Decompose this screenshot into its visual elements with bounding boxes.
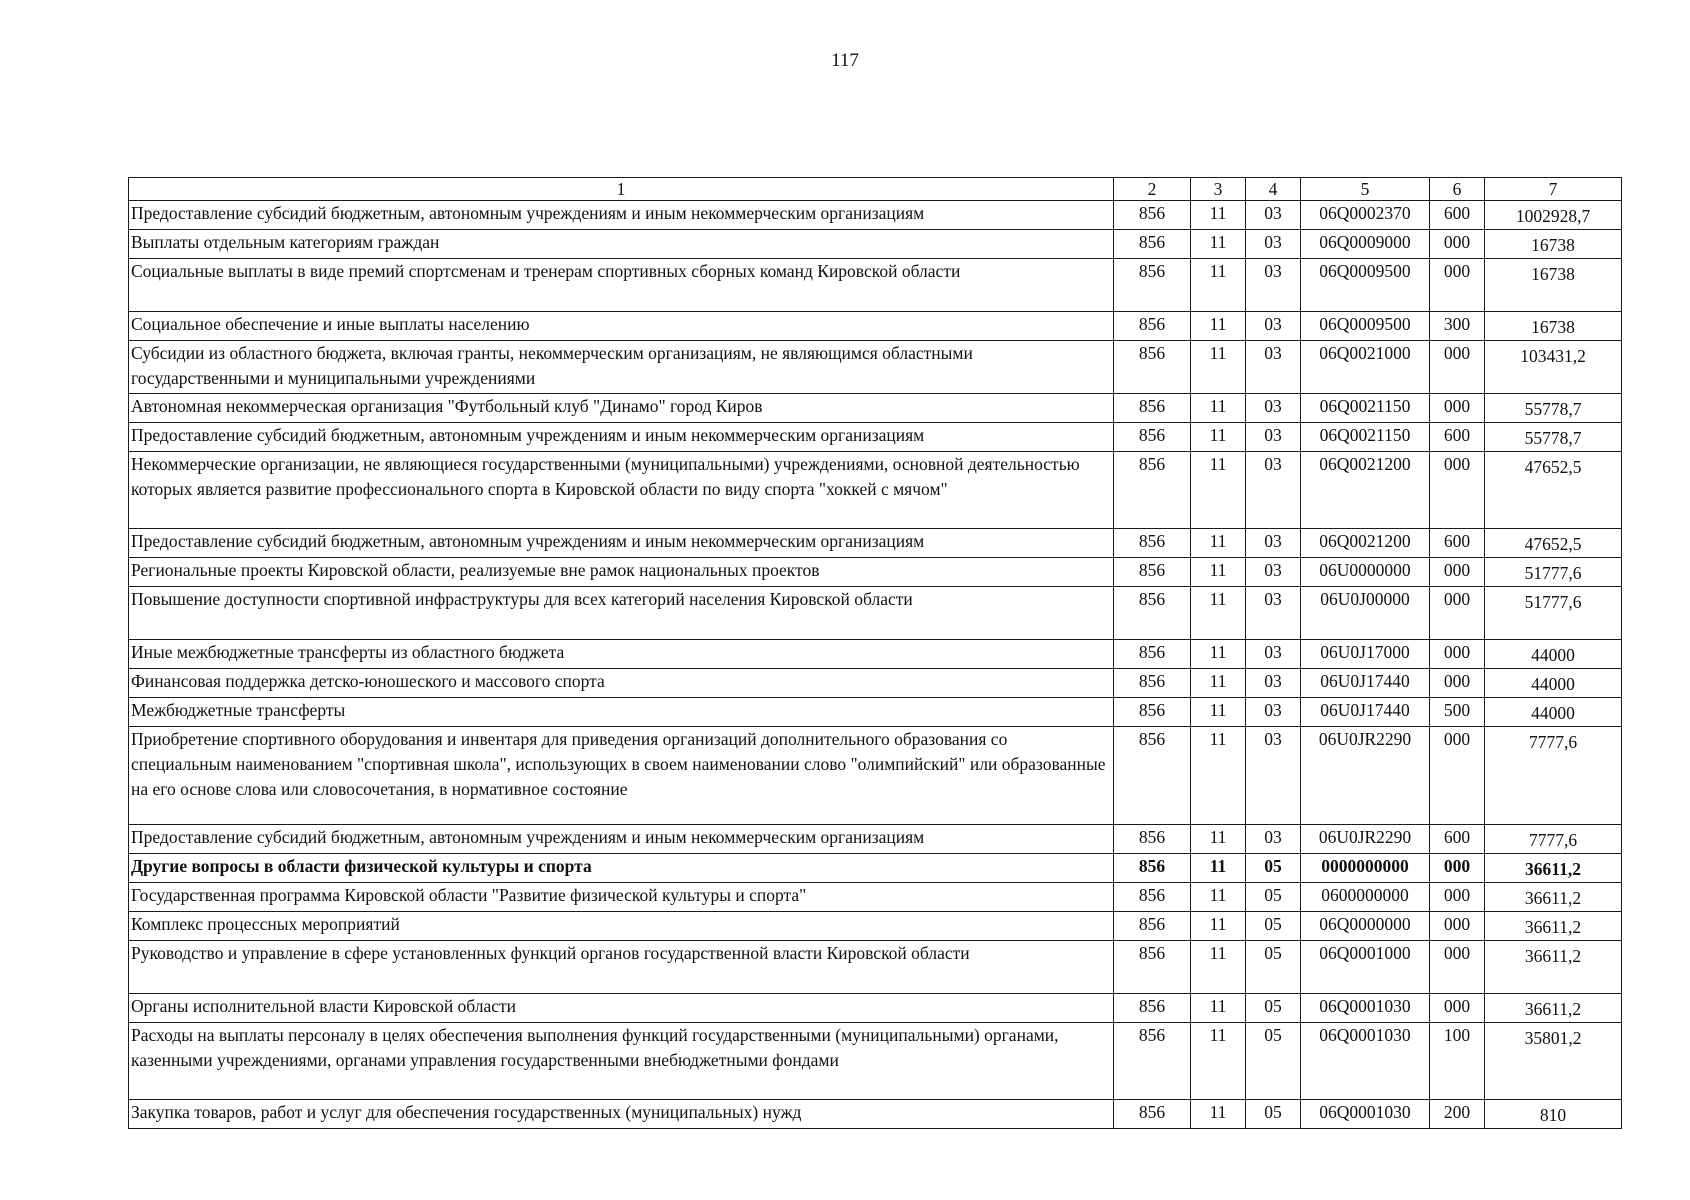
department-code-cell: 856 [1114, 312, 1191, 341]
subsection-code-cell: 03 [1246, 394, 1301, 423]
amount-cell: 36611,2 [1485, 941, 1622, 994]
section-code-cell: 11 [1191, 394, 1246, 423]
subsection-code-cell: 05 [1246, 1100, 1301, 1129]
department-code-cell: 856 [1114, 1023, 1191, 1100]
section-code-cell: 11 [1191, 669, 1246, 698]
section-code-cell: 11 [1191, 259, 1246, 312]
subsection-code-cell: 03 [1246, 587, 1301, 640]
expense-type-cell: 000 [1430, 994, 1485, 1023]
amount-cell: 810 [1485, 1100, 1622, 1129]
item-name-cell: Выплаты отдельным категориям граждан [129, 230, 1114, 259]
subsection-code-cell: 03 [1246, 230, 1301, 259]
department-code-cell: 856 [1114, 529, 1191, 558]
budget-table-container [128, 177, 1621, 1129]
department-code-cell: 856 [1114, 201, 1191, 230]
target-article-cell: 06U0J17440 [1301, 698, 1430, 727]
section-code-cell: 11 [1191, 312, 1246, 341]
section-code-cell: 11 [1191, 341, 1246, 394]
department-code-cell: 856 [1114, 558, 1191, 587]
expense-type-cell: 000 [1430, 587, 1485, 640]
department-code-cell: 856 [1114, 941, 1191, 994]
section-code-cell: 11 [1191, 529, 1246, 558]
expense-type-cell: 000 [1430, 727, 1485, 825]
amount-cell: 16738 [1485, 230, 1622, 259]
amount-cell: 55778,7 [1485, 423, 1622, 452]
expense-type-cell: 000 [1430, 941, 1485, 994]
amount-cell: 1002928,7 [1485, 201, 1622, 230]
subsection-code-cell: 05 [1246, 941, 1301, 994]
target-article-cell: 06Q0001000 [1301, 941, 1430, 994]
table-row [129, 698, 1622, 727]
item-name-cell: Предоставление субсидий бюджетным, автономным учреждениям и иным некоммерческим организациям [129, 423, 1114, 452]
target-article-cell: 06Q0021150 [1301, 394, 1430, 423]
subsection-code-cell: 05 [1246, 994, 1301, 1023]
target-article-cell: 06Q0009500 [1301, 259, 1430, 312]
table-row [129, 529, 1622, 558]
expense-type-cell: 600 [1430, 825, 1485, 854]
header-cell: 3 [1191, 178, 1246, 201]
target-article-cell: 06Q0001030 [1301, 994, 1430, 1023]
header-cell: 5 [1301, 178, 1430, 201]
expense-type-cell: 300 [1430, 312, 1485, 341]
amount-cell: 36611,2 [1485, 854, 1622, 883]
expense-type-cell: 000 [1430, 558, 1485, 587]
department-code-cell: 856 [1114, 994, 1191, 1023]
department-code-cell: 856 [1114, 825, 1191, 854]
table-row [129, 994, 1622, 1023]
table-row [129, 394, 1622, 423]
section-code-cell: 11 [1191, 727, 1246, 825]
amount-cell: 36611,2 [1485, 883, 1622, 912]
item-name-cell: Межбюджетные трансферты [129, 698, 1114, 727]
amount-cell: 103431,2 [1485, 341, 1622, 394]
item-name-cell: Государственная программа Кировской области "Развитие физической культуры и спорта" [129, 883, 1114, 912]
table-row [129, 727, 1622, 825]
department-code-cell: 856 [1114, 259, 1191, 312]
item-name-cell: Другие вопросы в области физической культуры и спорта [129, 854, 1114, 883]
table-row [129, 854, 1622, 883]
section-code-cell: 11 [1191, 941, 1246, 994]
header-row [129, 178, 1622, 201]
item-name-cell: Субсидии из областного бюджета, включая гранты, некоммерческим организациям, не являющимся областными государственными и муниципальными учреждениями [129, 341, 1114, 394]
subsection-code-cell: 03 [1246, 312, 1301, 341]
table-row [129, 640, 1622, 669]
expense-type-cell: 000 [1430, 394, 1485, 423]
expense-type-cell: 600 [1430, 201, 1485, 230]
header-cell: 1 [129, 178, 1114, 201]
subsection-code-cell: 03 [1246, 825, 1301, 854]
target-article-cell: 06Q0021200 [1301, 529, 1430, 558]
expense-type-cell: 000 [1430, 912, 1485, 941]
department-code-cell: 856 [1114, 230, 1191, 259]
section-code-cell: 11 [1191, 1100, 1246, 1129]
item-name-cell: Предоставление субсидий бюджетным, автономным учреждениям и иным некоммерческим организациям [129, 201, 1114, 230]
item-name-cell: Социальное обеспечение и иные выплаты населению [129, 312, 1114, 341]
amount-cell: 44000 [1485, 640, 1622, 669]
amount-cell: 47652,5 [1485, 529, 1622, 558]
target-article-cell: 06Q0021150 [1301, 423, 1430, 452]
target-article-cell: 06Q0001030 [1301, 1023, 1430, 1100]
department-code-cell: 856 [1114, 423, 1191, 452]
target-article-cell: 06Q0001030 [1301, 1100, 1430, 1129]
amount-cell: 51777,6 [1485, 558, 1622, 587]
item-name-cell: Приобретение спортивного оборудования и инвентаря для приведения организаций дополнительного образования со специальным наименованием "спортивная школа", использующих в своем наименовании слово "олимпийский" или образованные на его основе слова или словосочетания, в нормативное состояние [129, 727, 1114, 825]
department-code-cell: 856 [1114, 883, 1191, 912]
target-article-cell: 06U0J17000 [1301, 640, 1430, 669]
header-cell: 4 [1246, 178, 1301, 201]
expense-type-cell: 000 [1430, 640, 1485, 669]
target-article-cell: 0000000000 [1301, 854, 1430, 883]
section-code-cell: 11 [1191, 1023, 1246, 1100]
subsection-code-cell: 03 [1246, 529, 1301, 558]
target-article-cell: 06U0J17440 [1301, 669, 1430, 698]
department-code-cell: 856 [1114, 1100, 1191, 1129]
table-row [129, 912, 1622, 941]
table-row [129, 587, 1622, 640]
expense-type-cell: 200 [1430, 1100, 1485, 1129]
section-code-cell: 11 [1191, 883, 1246, 912]
target-article-cell: 06Q0002370 [1301, 201, 1430, 230]
department-code-cell: 856 [1114, 640, 1191, 669]
item-name-cell: Органы исполнительной власти Кировской области [129, 994, 1114, 1023]
department-code-cell: 856 [1114, 854, 1191, 883]
item-name-cell: Финансовая поддержка детско-юношеского и массового спорта [129, 669, 1114, 698]
expense-type-cell: 000 [1430, 452, 1485, 529]
section-code-cell: 11 [1191, 698, 1246, 727]
table-row [129, 669, 1622, 698]
subsection-code-cell: 03 [1246, 423, 1301, 452]
target-article-cell: 06Q0009500 [1301, 312, 1430, 341]
target-article-cell: 06Q0021000 [1301, 341, 1430, 394]
table-row [129, 230, 1622, 259]
target-article-cell: 06U0J00000 [1301, 587, 1430, 640]
item-name-cell: Расходы на выплаты персоналу в целях обеспечения выполнения функций государственными (муниципальными) органами, казенными учреждениями, органами управления государственными внебюджетными фондами [129, 1023, 1114, 1100]
target-article-cell: 06U0JR2290 [1301, 727, 1430, 825]
department-code-cell: 856 [1114, 727, 1191, 825]
expense-type-cell: 100 [1430, 1023, 1485, 1100]
expense-type-cell: 000 [1430, 259, 1485, 312]
amount-cell: 7777,6 [1485, 825, 1622, 854]
expense-type-cell: 000 [1430, 230, 1485, 259]
table-row [129, 883, 1622, 912]
budget-table [128, 177, 1622, 1129]
section-code-cell: 11 [1191, 825, 1246, 854]
subsection-code-cell: 03 [1246, 259, 1301, 312]
subsection-code-cell: 03 [1246, 201, 1301, 230]
item-name-cell: Предоставление субсидий бюджетным, автономным учреждениям и иным некоммерческим организациям [129, 825, 1114, 854]
table-row [129, 1023, 1622, 1100]
amount-cell: 16738 [1485, 259, 1622, 312]
subsection-code-cell: 03 [1246, 669, 1301, 698]
amount-cell: 51777,6 [1485, 587, 1622, 640]
target-article-cell: 06Q0021200 [1301, 452, 1430, 529]
department-code-cell: 856 [1114, 669, 1191, 698]
header-cell: 2 [1114, 178, 1191, 201]
department-code-cell: 856 [1114, 587, 1191, 640]
section-code-cell: 11 [1191, 452, 1246, 529]
expense-type-cell: 600 [1430, 529, 1485, 558]
expense-type-cell: 000 [1430, 341, 1485, 394]
item-name-cell: Социальные выплаты в виде премий спортсменам и тренерам спортивных сборных команд Кировской области [129, 259, 1114, 312]
amount-cell: 36611,2 [1485, 994, 1622, 1023]
subsection-code-cell: 03 [1246, 341, 1301, 394]
table-row [129, 1100, 1622, 1129]
department-code-cell: 856 [1114, 452, 1191, 529]
table-row [129, 341, 1622, 394]
amount-cell: 55778,7 [1485, 394, 1622, 423]
item-name-cell: Региональные проекты Кировской области, реализуемые вне рамок национальных проектов [129, 558, 1114, 587]
section-code-cell: 11 [1191, 994, 1246, 1023]
subsection-code-cell: 05 [1246, 912, 1301, 941]
table-row [129, 312, 1622, 341]
expense-type-cell: 000 [1430, 883, 1485, 912]
amount-cell: 47652,5 [1485, 452, 1622, 529]
table-row [129, 825, 1622, 854]
item-name-cell: Комплекс процессных мероприятий [129, 912, 1114, 941]
subsection-code-cell: 05 [1246, 854, 1301, 883]
section-code-cell: 11 [1191, 201, 1246, 230]
table-row [129, 558, 1622, 587]
department-code-cell: 856 [1114, 341, 1191, 394]
item-name-cell: Повышение доступности спортивной инфраструктуры для всех категорий населения Кировской области [129, 587, 1114, 640]
section-code-cell: 11 [1191, 230, 1246, 259]
target-article-cell: 06Q0009000 [1301, 230, 1430, 259]
section-code-cell: 11 [1191, 854, 1246, 883]
target-article-cell: 06U0JR2290 [1301, 825, 1430, 854]
section-code-cell: 11 [1191, 558, 1246, 587]
amount-cell: 44000 [1485, 669, 1622, 698]
department-code-cell: 856 [1114, 912, 1191, 941]
header-cell: 7 [1485, 178, 1622, 201]
subsection-code-cell: 03 [1246, 727, 1301, 825]
table-row [129, 941, 1622, 994]
section-code-cell: 11 [1191, 423, 1246, 452]
subsection-code-cell: 05 [1246, 883, 1301, 912]
item-name-cell: Иные межбюджетные трансферты из областного бюджета [129, 640, 1114, 669]
section-code-cell: 11 [1191, 587, 1246, 640]
amount-cell: 7777,6 [1485, 727, 1622, 825]
expense-type-cell: 500 [1430, 698, 1485, 727]
item-name-cell: Предоставление субсидий бюджетным, автономным учреждениям и иным некоммерческим организациям [129, 529, 1114, 558]
expense-type-cell: 000 [1430, 854, 1485, 883]
amount-cell: 16738 [1485, 312, 1622, 341]
subsection-code-cell: 03 [1246, 558, 1301, 587]
target-article-cell: 06Q0000000 [1301, 912, 1430, 941]
amount-cell: 44000 [1485, 698, 1622, 727]
expense-type-cell: 000 [1430, 669, 1485, 698]
subsection-code-cell: 03 [1246, 698, 1301, 727]
subsection-code-cell: 05 [1246, 1023, 1301, 1100]
subsection-code-cell: 03 [1246, 452, 1301, 529]
department-code-cell: 856 [1114, 394, 1191, 423]
page-number: 117 [831, 50, 859, 71]
header-cell: 6 [1430, 178, 1485, 201]
department-code-cell: 856 [1114, 698, 1191, 727]
table-row [129, 201, 1622, 230]
subsection-code-cell: 03 [1246, 640, 1301, 669]
table-row [129, 259, 1622, 312]
item-name-cell: Некоммерческие организации, не являющиеся государственными (муниципальными) учреждениями, основной деятельностью которых является развитие профессионального спорта в Кировской области по виду спорта "хоккей с мячом" [129, 452, 1114, 529]
target-article-cell: 06U0000000 [1301, 558, 1430, 587]
item-name-cell: Руководство и управление в сфере установленных функций органов государственной власти Кировской области [129, 941, 1114, 994]
table-row [129, 423, 1622, 452]
amount-cell: 35801,2 [1485, 1023, 1622, 1100]
table-body [129, 201, 1622, 1129]
section-code-cell: 11 [1191, 640, 1246, 669]
table-row [129, 452, 1622, 529]
item-name-cell: Закупка товаров, работ и услуг для обеспечения государственных (муниципальных) нужд [129, 1100, 1114, 1129]
amount-cell: 36611,2 [1485, 912, 1622, 941]
section-code-cell: 11 [1191, 912, 1246, 941]
target-article-cell: 0600000000 [1301, 883, 1430, 912]
expense-type-cell: 600 [1430, 423, 1485, 452]
item-name-cell: Автономная некоммерческая организация "Футбольный клуб "Динамо" город Киров [129, 394, 1114, 423]
